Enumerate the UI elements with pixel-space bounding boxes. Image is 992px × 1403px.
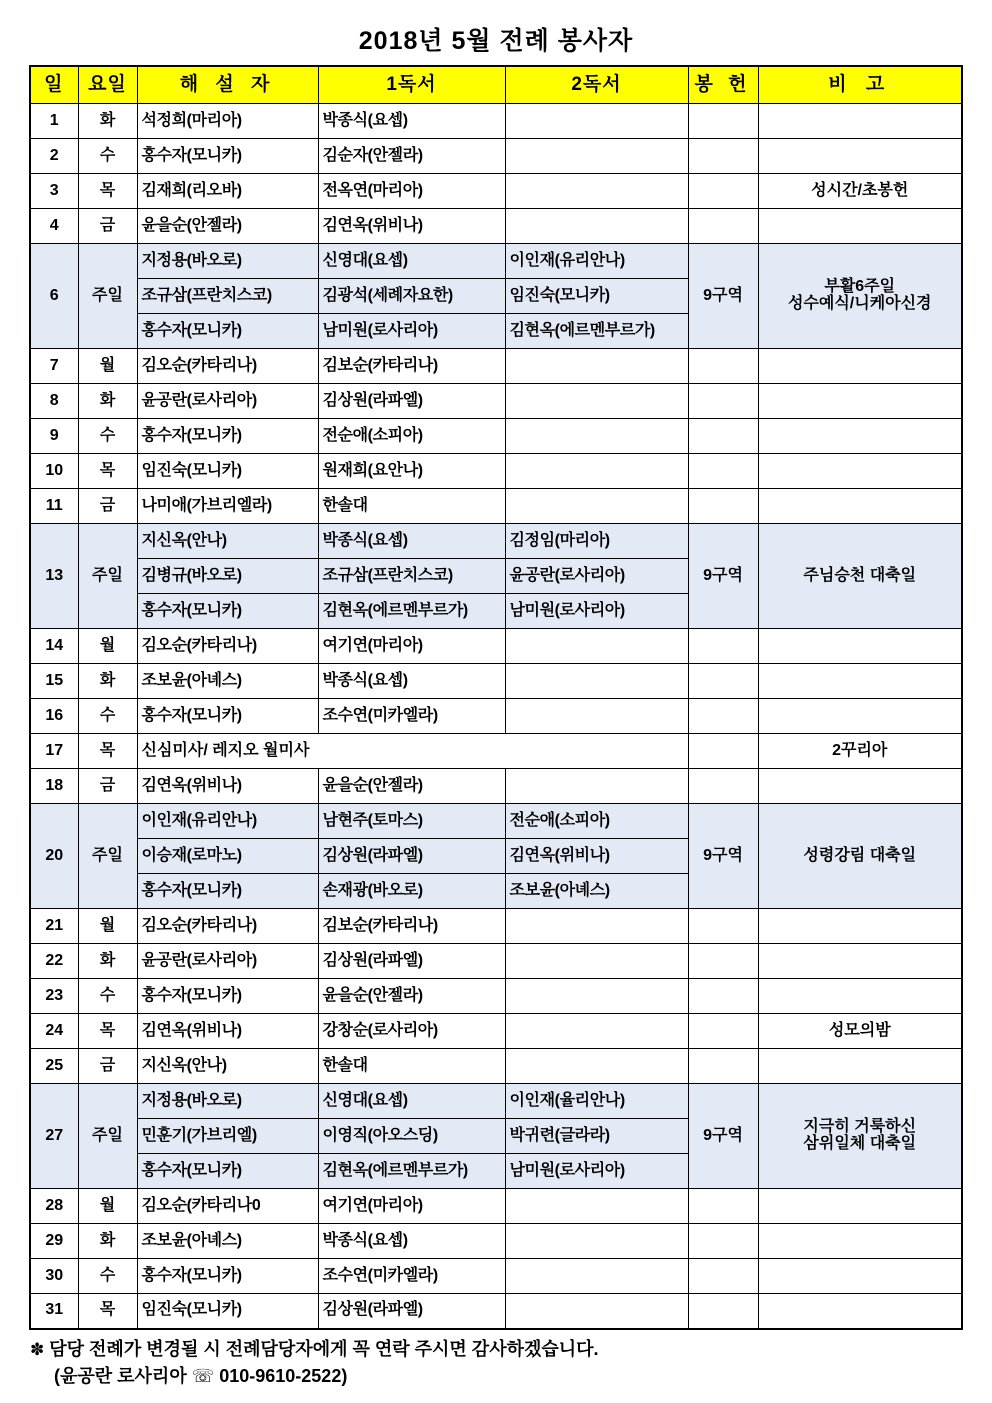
cell-note: [758, 769, 962, 804]
cell-weekday: 화: [78, 384, 137, 419]
cell-offering: [688, 454, 758, 489]
table-row: [30, 699, 962, 734]
table-row: [30, 979, 962, 1014]
cell-offering: [688, 1014, 758, 1049]
cell-narrator: 윤공란(로사리아): [137, 944, 318, 979]
cell-reading2: 이인재(율리안나): [505, 1084, 688, 1119]
cell-reading1: 김상원(라파엘): [318, 1294, 505, 1329]
cell-reading1: 이영직(아오스딩): [318, 1119, 505, 1154]
cell-reading2: [505, 1224, 688, 1259]
cell-day: 31: [30, 1294, 78, 1329]
cell-reading2: [505, 1259, 688, 1294]
cell-reading1: 강창순(로사리아): [318, 1014, 505, 1049]
cell-narrator: 김연옥(위비나): [137, 769, 318, 804]
cell-narrator: 홍수자(모니카): [137, 314, 318, 349]
cell-weekday: 금: [78, 209, 137, 244]
cell-day: 22: [30, 944, 78, 979]
cell-reading1: 한솔대: [318, 1049, 505, 1084]
footer-note: [30, 1336, 962, 1392]
cell-note: [758, 349, 962, 384]
cell-note: [758, 209, 962, 244]
table-row: [30, 209, 962, 244]
cell-offering: [688, 174, 758, 209]
table-row: [30, 489, 962, 524]
table-row: [30, 1259, 962, 1294]
cell-reading2: [505, 419, 688, 454]
cell-day: 18: [30, 769, 78, 804]
cell-day: 27: [30, 1084, 78, 1189]
table-row: [30, 139, 962, 174]
cell-reading2: 김연옥(위비나): [505, 839, 688, 874]
cell-narrator: 조보윤(아녜스): [137, 664, 318, 699]
cell-note: [758, 979, 962, 1014]
cell-day: 9: [30, 419, 78, 454]
cell-reading2: [505, 454, 688, 489]
cell-narrator: 이승재(로마노): [137, 839, 318, 874]
cell-note: [758, 1049, 962, 1084]
cell-reading1: 남현주(토마스): [318, 804, 505, 839]
cell-day: 2: [30, 139, 78, 174]
table-row: [30, 384, 962, 419]
cell-narrator: 홍수자(모니카): [137, 699, 318, 734]
table-row: [30, 104, 962, 139]
cell-day: 3: [30, 174, 78, 209]
cell-narrator: 윤을순(안젤라): [137, 209, 318, 244]
cell-reading2: [505, 209, 688, 244]
cell-narrator: 민훈기(가브리엘): [137, 1119, 318, 1154]
cell-weekday: 목: [78, 1014, 137, 1049]
cell-note: [758, 384, 962, 419]
cell-narrator: 김오순(카타리나0: [137, 1189, 318, 1224]
column-header-reading1: 1독서: [318, 66, 505, 104]
cell-weekday: 수: [78, 1259, 137, 1294]
cell-day: 17: [30, 734, 78, 769]
cell-reading2: [505, 1014, 688, 1049]
cell-narrator: 지정용(바오로): [137, 244, 318, 279]
cell-reading1: 조수연(미카엘라): [318, 699, 505, 734]
cell-weekday: 목: [78, 174, 137, 209]
cell-reading1: 신영대(요셉): [318, 1084, 505, 1119]
cell-narrator: 김오순(카타리나): [137, 909, 318, 944]
cell-weekday: 주일: [78, 524, 137, 629]
cell-day: 28: [30, 1189, 78, 1224]
cell-reading2: 윤공란(로사리아): [505, 559, 688, 594]
table-row: [30, 1189, 962, 1224]
cell-reading2: [505, 384, 688, 419]
cell-narrator: 임진숙(모니카): [137, 1294, 318, 1329]
cell-day: 20: [30, 804, 78, 909]
column-header-note: 비 고: [758, 66, 962, 104]
cell-day: 16: [30, 699, 78, 734]
cell-reading2: 조보윤(아녜스): [505, 874, 688, 909]
table-row: [30, 244, 962, 279]
cell-day: 6: [30, 244, 78, 349]
cell-narrator: 이인재(유리안나): [137, 804, 318, 839]
cell-narrator: 김연옥(위비나): [137, 1014, 318, 1049]
cell-offering: [688, 979, 758, 1014]
cell-weekday: 금: [78, 1049, 137, 1084]
cell-day: 15: [30, 664, 78, 699]
cell-narrator: 김재희(리오바): [137, 174, 318, 209]
column-header-day: 일: [30, 66, 78, 104]
column-header-weekday: 요일: [78, 66, 137, 104]
cell-narrator: 김오순(카타리나): [137, 349, 318, 384]
cell-note: 성령강림 대축일: [758, 804, 962, 909]
cell-weekday: 금: [78, 489, 137, 524]
cell-narrator: 석정희(마리아): [137, 104, 318, 139]
cell-reading2: 김현옥(에르멘부르가): [505, 314, 688, 349]
table-row: [30, 349, 962, 384]
cell-offering: [688, 209, 758, 244]
cell-offering: 9구역: [688, 804, 758, 909]
cell-narrator: 조규삼(프란치스코): [137, 279, 318, 314]
cell-offering: [688, 104, 758, 139]
cell-weekday: 주일: [78, 1084, 137, 1189]
cell-reading2: 남미원(로사리아): [505, 1154, 688, 1189]
cell-weekday: 월: [78, 1189, 137, 1224]
cell-day: 10: [30, 454, 78, 489]
cell-narrator: 조보윤(아녜스): [137, 1224, 318, 1259]
page-title: 2018년 5월 전례 봉사자: [358, 27, 634, 55]
cell-day: 14: [30, 629, 78, 664]
cell-offering: [688, 384, 758, 419]
cell-offering: 9구역: [688, 244, 758, 349]
cell-weekday: 목: [78, 734, 137, 769]
cell-note: [758, 104, 962, 139]
header-row: [30, 66, 962, 104]
cell-weekday: 화: [78, 944, 137, 979]
cell-reading1: 김연옥(위비나): [318, 209, 505, 244]
cell-narrator: 홍수자(모니카): [137, 419, 318, 454]
cell-offering: [688, 664, 758, 699]
cell-reading1: 윤을순(안젤라): [318, 769, 505, 804]
cell-reading1: 전옥연(마리아): [318, 174, 505, 209]
cell-narrator: 윤공란(로사리아): [137, 384, 318, 419]
cell-reading2: [505, 174, 688, 209]
column-header-offering: 봉 헌: [688, 66, 758, 104]
cell-reading2: [505, 979, 688, 1014]
cell-reading2: [505, 629, 688, 664]
cell-note: 지극히 거룩하신 삼위일체 대축일: [758, 1084, 962, 1189]
table-row: [30, 664, 962, 699]
cell-reading2: 전순애(소피아): [505, 804, 688, 839]
cell-day: 30: [30, 1259, 78, 1294]
cell-narrator: 홍수자(모니카): [137, 1259, 318, 1294]
cell-note: 부활6주일 성수예식/니케아신경: [758, 244, 962, 349]
table-row: [30, 734, 962, 769]
cell-offering: [688, 944, 758, 979]
cell-narrator: 지신옥(안나): [137, 1049, 318, 1084]
cell-offering: [688, 1189, 758, 1224]
table-row: [30, 454, 962, 489]
cell-reading1: 김상원(라파엘): [318, 944, 505, 979]
cell-offering: [688, 909, 758, 944]
cell-offering: [688, 734, 758, 769]
cell-narrator: 홍수자(모니카): [137, 139, 318, 174]
footer-line-1-text: 담당 전례가 변경될 시 전례담당자에게 꼭 연락 주시면 감사하겠습니다.: [49, 1338, 599, 1359]
cell-offering: [688, 1224, 758, 1259]
cell-day: 7: [30, 349, 78, 384]
cell-merged-mass-note: 신심미사/ 레지오 월미사: [137, 734, 688, 769]
cell-note: 주님승천 대축일: [758, 524, 962, 629]
liturgy-schedule-table: [29, 65, 963, 1330]
asterisk-icon: ✽: [30, 1339, 45, 1359]
cell-reading2: 김정임(마리아): [505, 524, 688, 559]
cell-weekday: 화: [78, 1224, 137, 1259]
cell-reading1: 윤을순(안젤라): [318, 979, 505, 1014]
cell-reading2: [505, 909, 688, 944]
cell-reading1: 박종식(요셉): [318, 1224, 505, 1259]
cell-reading1: 조수연(미카엘라): [318, 1259, 505, 1294]
cell-reading1: 김순자(안젤라): [318, 139, 505, 174]
cell-offering: [688, 1259, 758, 1294]
cell-narrator: 홍수자(모니카): [137, 594, 318, 629]
cell-weekday: 금: [78, 769, 137, 804]
cell-reading1: 박종식(요셉): [318, 524, 505, 559]
cell-note: [758, 944, 962, 979]
cell-note: [758, 419, 962, 454]
cell-narrator: 나미애(가브리엘라): [137, 489, 318, 524]
cell-narrator: 지신옥(안나): [137, 524, 318, 559]
cell-narrator: 홍수자(모니카): [137, 1154, 318, 1189]
cell-day: 11: [30, 489, 78, 524]
cell-reading1: 김보순(카타리나): [318, 909, 505, 944]
cell-reading2: [505, 104, 688, 139]
cell-narrator: 임진숙(모니카): [137, 454, 318, 489]
cell-reading2: [505, 1189, 688, 1224]
cell-reading2: [505, 699, 688, 734]
cell-reading1: 여기연(마리아): [318, 629, 505, 664]
cell-weekday: 월: [78, 909, 137, 944]
cell-reading2: 남미원(로사리아): [505, 594, 688, 629]
cell-narrator: 지정용(바오로): [137, 1084, 318, 1119]
cell-reading2: [505, 769, 688, 804]
cell-offering: [688, 699, 758, 734]
cell-weekday: 수: [78, 699, 137, 734]
cell-reading1: 김현옥(에르멘부르가): [318, 1154, 505, 1189]
cell-reading2: [505, 1049, 688, 1084]
cell-note: 성모의밤: [758, 1014, 962, 1049]
column-header-reading2: 2독서: [505, 66, 688, 104]
cell-note: [758, 139, 962, 174]
cell-reading1: 김보순(카타리나): [318, 349, 505, 384]
cell-offering: 9구역: [688, 1084, 758, 1189]
cell-offering: [688, 629, 758, 664]
cell-day: 23: [30, 979, 78, 1014]
cell-note: 성시간/초봉헌: [758, 174, 962, 209]
cell-day: 21: [30, 909, 78, 944]
column-header-narrator: 해 설 자: [137, 66, 318, 104]
cell-note: 2꾸리아: [758, 734, 962, 769]
cell-reading1: 김상원(라파엘): [318, 839, 505, 874]
cell-day: 24: [30, 1014, 78, 1049]
cell-weekday: 월: [78, 349, 137, 384]
cell-reading2: 박귀련(글라라): [505, 1119, 688, 1154]
cell-reading2: [505, 664, 688, 699]
cell-offering: [688, 1049, 758, 1084]
table-row: [30, 629, 962, 664]
cell-offering: 9구역: [688, 524, 758, 629]
table-row: [30, 174, 962, 209]
cell-day: 8: [30, 384, 78, 419]
cell-reading2: 임진숙(모니카): [505, 279, 688, 314]
cell-note: [758, 489, 962, 524]
cell-weekday: 수: [78, 139, 137, 174]
cell-note: [758, 1224, 962, 1259]
cell-reading1: 남미원(로사리아): [318, 314, 505, 349]
table-header: [30, 66, 962, 104]
table-row: [30, 1294, 962, 1329]
cell-narrator: 홍수자(모니카): [137, 874, 318, 909]
cell-note: [758, 454, 962, 489]
cell-reading1: 신영대(요셉): [318, 244, 505, 279]
cell-reading2: [505, 944, 688, 979]
footer-line-1: [30, 1336, 962, 1364]
table-row: [30, 1049, 962, 1084]
cell-reading1: 전순애(소피아): [318, 419, 505, 454]
cell-reading2: [505, 139, 688, 174]
table-row: [30, 909, 962, 944]
table-row: [30, 419, 962, 454]
cell-narrator: 홍수자(모니카): [137, 979, 318, 1014]
cell-reading1: 원재희(요안나): [318, 454, 505, 489]
cell-offering: [688, 1294, 758, 1329]
cell-reading1: 손재광(바오로): [318, 874, 505, 909]
cell-note: [758, 629, 962, 664]
cell-note: [758, 1189, 962, 1224]
cell-weekday: 화: [78, 664, 137, 699]
cell-reading1: 여기연(마리아): [318, 1189, 505, 1224]
footer-line-2: (윤공란 로사리아 ☏ 010-9610-2522): [54, 1366, 348, 1387]
table-row: [30, 1084, 962, 1119]
cell-note: [758, 1259, 962, 1294]
cell-reading1: 김현옥(에르멘부르가): [318, 594, 505, 629]
cell-reading2: [505, 349, 688, 384]
cell-offering: [688, 489, 758, 524]
cell-day: 13: [30, 524, 78, 629]
cell-day: 29: [30, 1224, 78, 1259]
cell-offering: [688, 769, 758, 804]
cell-reading1: 조규삼(프란치스코): [318, 559, 505, 594]
cell-weekday: 수: [78, 979, 137, 1014]
cell-day: 4: [30, 209, 78, 244]
cell-reading1: 김광석(세례자요한): [318, 279, 505, 314]
cell-narrator: 김오순(카타리나): [137, 629, 318, 664]
cell-note: [758, 909, 962, 944]
table-row: [30, 804, 962, 839]
cell-reading2: 이인재(유리안나): [505, 244, 688, 279]
cell-weekday: 수: [78, 419, 137, 454]
table-row: [30, 769, 962, 804]
table-row: [30, 524, 962, 559]
cell-offering: [688, 139, 758, 174]
cell-weekday: 주일: [78, 244, 137, 349]
cell-reading1: 박종식(요셉): [318, 664, 505, 699]
cell-weekday: 월: [78, 629, 137, 664]
cell-day: 25: [30, 1049, 78, 1084]
cell-reading1: 한솔대: [318, 489, 505, 524]
cell-weekday: 목: [78, 1294, 137, 1329]
cell-offering: [688, 349, 758, 384]
cell-weekday: 목: [78, 454, 137, 489]
cell-weekday: 화: [78, 104, 137, 139]
cell-offering: [688, 419, 758, 454]
cell-note: [758, 664, 962, 699]
cell-narrator: 김병규(바오로): [137, 559, 318, 594]
cell-reading1: 박종식(요셉): [318, 104, 505, 139]
cell-reading2: [505, 1294, 688, 1329]
cell-reading1: 김상원(라파엘): [318, 384, 505, 419]
cell-note: [758, 699, 962, 734]
table-row: [30, 1224, 962, 1259]
table-body: [30, 104, 962, 1329]
cell-note: [758, 1294, 962, 1329]
cell-day: 1: [30, 104, 78, 139]
cell-reading2: [505, 489, 688, 524]
table-row: [30, 1014, 962, 1049]
table-row: [30, 944, 962, 979]
cell-weekday: 주일: [78, 804, 137, 909]
